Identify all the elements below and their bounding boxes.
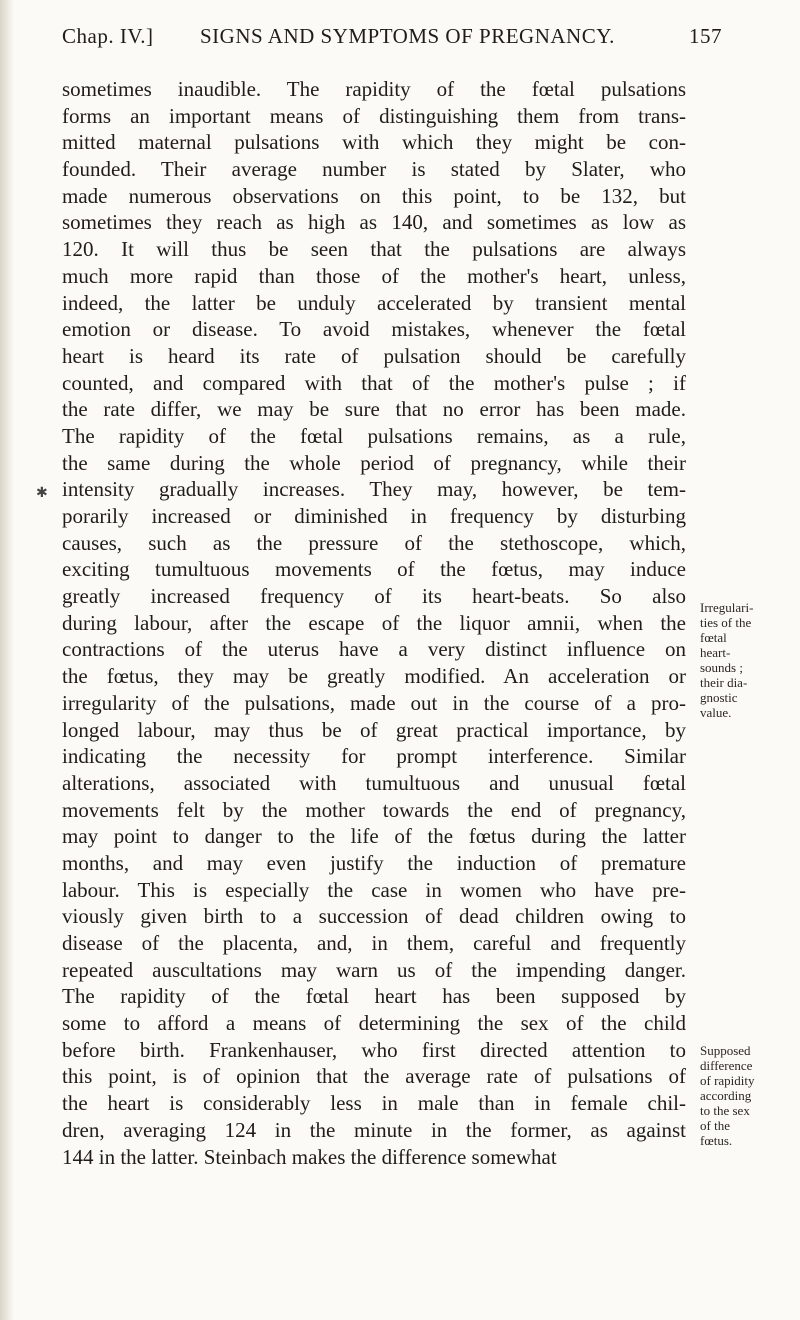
margin-note-line: value. [700,705,732,720]
text-line: during labour, after the escape of the liquor amnii, when the [62,610,686,635]
text-line: contractions of the uterus have a very distinct influence on [62,637,686,662]
text-line: alterations, associated with tumultuous and unusual fœtal [62,770,686,795]
margin-note-line: fœtal [700,630,727,645]
margin-note-irregularities [700,600,796,720]
text-line: the same during the whole period of pregnancy, while their [62,450,686,475]
margin-note-sex-difference [700,1043,796,1148]
text-line: much more rapid than those of the mother's heart, unless, [62,263,686,288]
text-line: longed labour, may thus be of great practical importance, by [62,717,686,742]
margin-note-line: sounds ; [700,660,743,675]
margin-note-line: to the sex [700,1103,750,1118]
text-line: The rapidity of the fœtal pulsations remains, as a rule, [62,423,686,448]
margin-note-line: of rapidity [700,1073,755,1088]
text-line: some to afford a means of determining the sex of the child [62,1011,686,1036]
margin-note-line: fœtus. [700,1133,733,1148]
page-number: 157 [689,24,722,48]
text-line: made numerous observations on this point, to be 132, but [62,183,686,208]
text-line: counted, and compared with that of the mother's pulse ; if [62,370,686,395]
margin-note-line: according [700,1088,752,1103]
gutter-asterisk-icon: ✱ [36,486,48,501]
text-line: viously given birth to a succession of dead children owing to [62,904,686,929]
body-text [62,76,686,1170]
text-line: the rate differ, we may be sure that no error has been made. [62,397,686,422]
text-line: movements felt by the mother towards the end of pregnancy, [62,797,686,822]
page-gutter-shadow [0,0,14,1320]
text-line: founded. Their average number is stated by Slater, who [62,157,686,182]
text-line: forms an important means of distinguishing them from trans- [62,103,686,128]
text-line: before birth. Frankenhauser, who first directed attention to [62,1037,686,1062]
text-line: causes, such as the pressure of the stethoscope, which, [62,530,686,555]
text-line: indeed, the latter be unduly accelerated by transient mental [62,290,686,315]
text-line: dren, averaging 124 in the minute in the former, as against [62,1117,686,1142]
chapter-label: Chap. IV.] [62,24,154,48]
text-line: 144 in the latter. Steinbach makes the difference somewhat [62,1144,557,1169]
text-line: the heart is considerably less in male than in female chil- [62,1091,686,1116]
text-line: exciting tumultuous movements of the fœtus, may induce [62,557,686,582]
margin-note-line: of the [700,1118,730,1133]
running-title: SIGNS AND SYMPTOMS OF PREGNANCY. [200,24,615,48]
margin-note-line: heart- [700,645,731,660]
text-line: disease of the placenta, and, in them, careful and frequently [62,931,686,955]
text-line: sometimes they reach as high as 140, and sometimes as low as [62,210,686,235]
text-line: may point to danger to the life of the fœtus during the latter [62,824,686,849]
text-line: this point, is of opinion that the average rate of pulsations of [62,1064,686,1089]
margin-note-line: their dia- [700,675,748,690]
text-line: 120. It will thus be seen that the pulsations are always [62,237,686,262]
text-line: emotion or disease. To avoid mistakes, whenever the fœtal [62,317,686,342]
text-line: sometimes inaudible. The rapidity of the fœtal pulsations [62,77,686,101]
text-line: indicating the necessity for prompt interference. Similar [62,744,686,769]
margin-note-line: difference [700,1058,753,1073]
text-line: intensity gradually increases. They may, however, be tem- [62,477,686,502]
margin-note-line: Irregulari- [700,600,754,615]
text-line: months, and may even justify the induction of premature [62,850,686,875]
running-header [62,24,722,58]
text-line: porarily increased or diminished in frequency by disturbing [62,504,686,528]
text-line: greatly increased frequency of its heart-beats. So also [62,584,686,609]
margin-note-line: Supposed [700,1043,751,1058]
margin-note-line: gnostic [700,690,738,705]
text-line: repeated auscultations may warn us of the impending danger. [62,957,686,982]
text-line: labour. This is especially the case in women who have pre- [62,877,686,902]
text-line: irregularity of the pulsations, made out in the course of a pro- [62,690,686,715]
text-line: mitted maternal pulsations with which they might be con- [62,130,686,155]
text-line: The rapidity of the fœtal heart has been supposed by [62,984,686,1009]
text-line: heart is heard its rate of pulsation should be carefully [62,343,686,368]
margin-note-line: ties of the [700,615,752,630]
text-line: the fœtus, they may be greatly modified. An acceleration or [62,664,686,689]
